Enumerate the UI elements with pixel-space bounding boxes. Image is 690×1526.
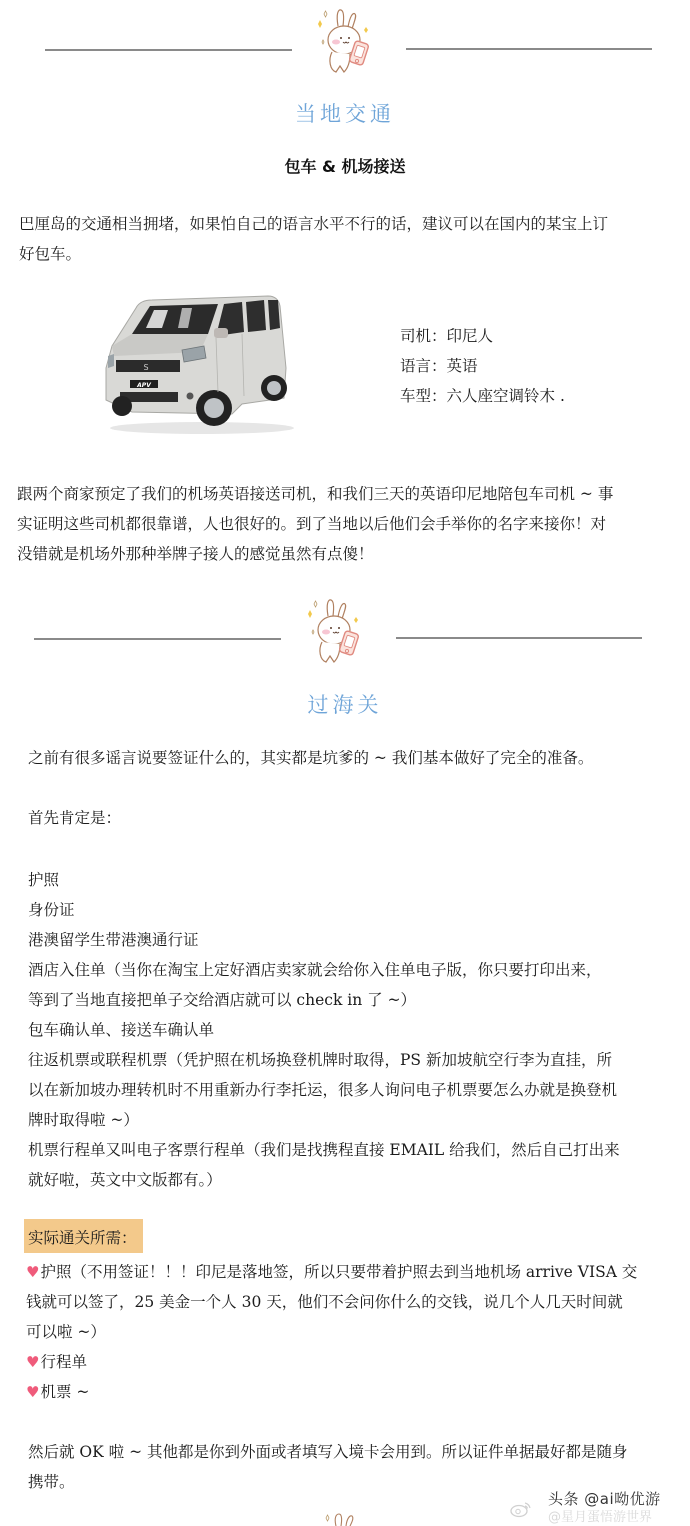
text-line: 钱就可以签了，25 美金一个人 30 天，他们不会问你什么的交钱，说几个人几天时间就 — [26, 1293, 623, 1311]
divider-line-right — [396, 637, 642, 639]
closing-paragraph — [28, 1437, 628, 1497]
heart-icon: ♥ — [26, 1263, 40, 1281]
document-list — [28, 865, 620, 1195]
spec-language — [400, 351, 478, 381]
list-item: 护照 — [28, 871, 60, 889]
list-item: 酒店入住单（当你在淘宝上定好酒店卖家就会给你入住单电子版，你只要打印出来， — [28, 961, 602, 979]
section-title-local-transport: 当地交通 — [295, 102, 395, 126]
spec-label: 司机： — [400, 327, 447, 345]
text-line: 跟两个商家预定了我们的机场英语接送司机，和我们三天的英语印尼地陪包车司机 ~ 事 — [17, 485, 614, 503]
bunny-phone-icon — [310, 6, 374, 78]
list-item-itinerary: ♥行程单 — [26, 1353, 87, 1371]
svg-text:S: S — [143, 363, 149, 372]
list-item: 往返机票或联程机票（凭护照在机场换登机牌时取得，PS 新加坡航空行李为直挂，所 — [28, 1051, 612, 1069]
spec-value: 六人座空调铃木 . — [446, 387, 565, 405]
divider-line-left — [45, 49, 292, 51]
first-label — [28, 803, 121, 833]
spec-value: 英语 — [446, 357, 478, 375]
text-line: 之前有很多谣言说要签证什么的，其实都是坑爹的 ~ 我们基本做好了完全的准备。 — [28, 749, 594, 767]
section-title-customs: 过海关 — [307, 693, 383, 717]
list-item: 以在新加坡办理转机时不用重新办行李托运，很多人询问电子机票要怎么办就是换登机 — [28, 1081, 618, 1099]
weibo-icon — [510, 1500, 532, 1518]
intro-paragraph — [19, 209, 608, 269]
list-item: 就好啦，英文中文版都有。） — [28, 1171, 222, 1189]
text-line: 携带。 — [28, 1473, 75, 1491]
spec-label: 语言： — [400, 357, 447, 375]
text-line: 可以啦 ~） — [26, 1323, 106, 1341]
text-line: 首先肯定是： — [28, 809, 122, 827]
list-item-passport: ♥护照（不用签证！！！印尼是落地签，所以只要带着护照去到当地机场 arrive VISA 交 — [26, 1263, 638, 1281]
spec-vehicle — [400, 381, 565, 411]
actual-requirements-list — [26, 1257, 637, 1407]
bunny-phone-icon — [300, 596, 364, 668]
subheading-charter-airport: 包车 & 机场接送 — [284, 157, 406, 176]
driver-paragraph — [17, 479, 613, 569]
spec-driver — [400, 321, 493, 351]
bunny-partial-icon — [322, 1512, 362, 1526]
list-item: 身份证 — [28, 901, 75, 919]
list-item-ticket: ♥机票 ~ — [26, 1383, 90, 1401]
svg-text:APV: APV — [137, 382, 151, 389]
van-image — [92, 288, 302, 438]
spec-label: 车型： — [400, 387, 447, 405]
heart-icon: ♥ — [26, 1353, 40, 1371]
text-line: 然后就 OK 啦 ~ 其他都是你到外面或者填写入境卡会用到。所以证件单据最好都是随身 — [28, 1443, 628, 1461]
list-item: 牌时取得啦 ~） — [28, 1111, 139, 1129]
divider-line-left — [34, 638, 281, 640]
list-item: 机票行程单又叫电子客票行程单（我们是找携程直接 EMAIL 给我们，然后自己打出来 — [28, 1141, 620, 1159]
text-line: 好包车。 — [19, 245, 82, 263]
text-line: 没错就是机场外那种举牌子接人的感觉虽然有点傻！ — [17, 545, 374, 563]
heart-icon: ♥ — [26, 1383, 40, 1401]
list-item: 等到了当地直接把单子交给酒店就可以 check in 了 ~） — [28, 991, 417, 1009]
watermark-toutiao: 头条 @ai呦优游 — [548, 1490, 661, 1508]
customs-intro — [28, 743, 593, 773]
text-line: 巴厘岛的交通相当拥堵，如果怕自己的语言水平不行的话，建议可以在国内的某宝上订 — [19, 215, 609, 233]
list-item: 港澳留学生带港澳通行证 — [28, 931, 199, 949]
spec-value: 印尼人 — [446, 327, 494, 345]
actual-requirements-label: 实际通关所需： — [24, 1219, 143, 1253]
divider-line-right — [406, 48, 652, 50]
watermark-weibo: @星月蛋悟游世界 — [548, 1510, 653, 1525]
list-item: 包车确认单、接送车确认单 — [28, 1021, 215, 1039]
text-line: 实证明这些司机都很靠谱，人也很好的。到了当地以后他们会手举你的名字来接你！对 — [17, 515, 607, 533]
